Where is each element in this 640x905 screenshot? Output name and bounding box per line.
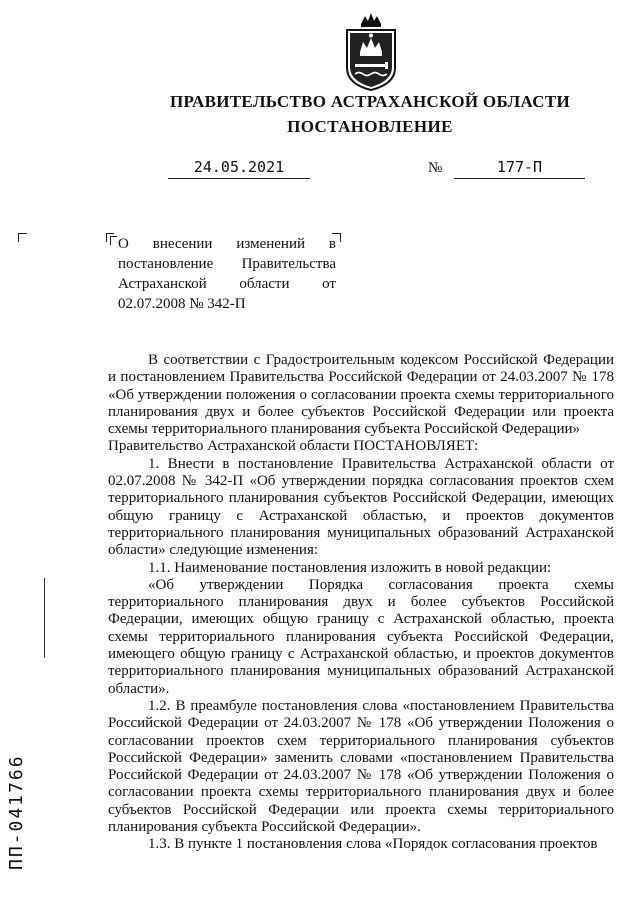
item-1-1-paragraph: 1.1. Наименование постановления изложить в новой редакции:	[148, 559, 552, 576]
item-1-2-paragraph: 1.2. В преамбуле постановления слова «постановлением Правительства Российской Федерации от 24.03.2007 № 178 «Об утверждении Положения о согласовании проектов схем территориального планирования субъектов Российской Федерации» заменить словами «постановлением Правительства Российской Федерации от 24.03.2007 № 178 «Об утверждении Положения о согласовании проекта схемы территориального планирования двух и более субъектов Российской Федерации или проекта схемы территориального планирования субъекта Российской Федерации».	[108, 697, 614, 836]
form-serial-number-text: ПП-041766	[6, 754, 27, 870]
resolves-paragraph: Правительство Астраханской области ПОСТАНОВЛЯЕТ:	[108, 438, 479, 455]
margin-line	[44, 578, 45, 658]
document-date: 24.05.2021	[168, 158, 310, 179]
preamble-paragraph: В соответствии с Градостроительным кодексом Российской Федерации и постановлением Правительства Российской Федерации от 24.03.2007 № 178 «Об утверждении положения о согласовании проекта схемы территориального планирования двух и более субъектов Российской Федерации или проекта схемы территориального планирования субъекта Российской Федерации»	[108, 352, 614, 438]
document-number: 177-П	[454, 158, 585, 179]
item-1-paragraph: 1. Внести в постановление Правительства Астраханской области от 02.07.2008 № 342-П «Об утверждении порядка согласования проектов схем территориального планирования субъектов Российской Федерации, имеющих общую границу с Астраханской областью, и проектов документов территориального планирования муниципальных образований Астраханской области» следующие изменения:	[108, 455, 614, 559]
document-subject: О внесении изменений в постановление Правительства Астраханской области от 02.07.2008 № 342-П	[118, 236, 336, 312]
number-sign: №	[428, 160, 443, 176]
document-body	[108, 352, 614, 854]
left-corner-mark	[18, 233, 27, 242]
subject-left-corner-mark-inner	[110, 236, 117, 245]
coat-of-arms-emblem	[343, 10, 399, 92]
document-type: ПОСТАНОВЛЕНИЕ	[287, 117, 453, 136]
government-title: ПРАВИТЕЛЬСТВО АСТРАХАНСКОЙ ОБЛАСТИ	[170, 92, 570, 111]
item-1-1-quote-paragraph: «Об утверждении Порядка согласования проекта схемы территориального планирования двух и более субъектов Российской Федерации, имеющих общую границу с Астраханской областью, проекта схемы территориального планирования субъекта Российской Федерации, имеющего общую границу с Астраханской областью, и проектов документов территориального планирования муниципальных образований Астраханской области».	[108, 576, 614, 697]
item-1-3-paragraph: 1.3. В пункте 1 постановления слова «Порядок согласования проектов	[148, 836, 598, 853]
